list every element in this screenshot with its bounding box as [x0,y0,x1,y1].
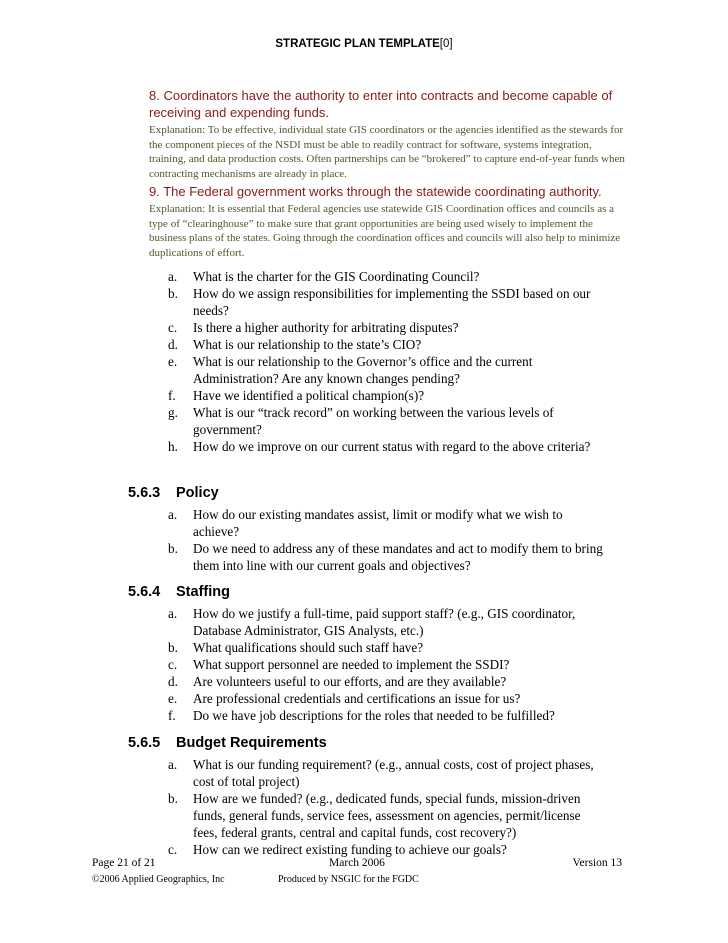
item-letter: f. [168,708,176,723]
list-item [168,756,608,790]
item-letter: e. [168,691,178,706]
item-text: Have we identified a political champion(s)? [193,388,425,403]
list-item [168,353,608,387]
section-title: Policy [176,485,219,501]
list-item [168,404,608,438]
section-title: Staffing [176,584,230,600]
item-text: What is our relationship to the state’s CIO? [193,337,422,352]
item-text: What support personnel are needed to implement the SSDI? [193,657,510,672]
item-letter: g. [168,405,178,420]
page-number: Page 21 of 21 [92,857,156,869]
item-letter: b. [168,541,178,556]
list-item [168,387,608,404]
list-item [168,639,608,656]
section-heading-budget [128,735,327,751]
item-letter: b. [168,286,178,301]
item-letter: a. [168,606,178,621]
item-text: What is our funding requirement? (e.g., annual costs, cost of project phases, cost of total project) [193,757,594,789]
section-heading-staffing [128,584,230,600]
item-letter: d. [168,337,178,352]
coordination-questions [168,268,608,455]
item-letter: a. [168,757,178,772]
policy-questions [168,506,608,574]
item-letter: d. [168,674,178,689]
item-letter: b. [168,791,178,806]
footer-copyright: ©2006 Applied Geographics, Inc [92,874,225,885]
footer-produced: Produced by NSGIC for the FGDC [278,874,419,885]
item-letter: c. [168,657,178,672]
list-item [168,285,608,319]
list-item [168,506,608,540]
list-item [168,673,608,690]
section-title: Budget Requirements [176,735,327,751]
list-item [168,319,608,336]
item-text: Are professional credentials and certifications an issue for us? [193,691,521,706]
list-item [168,540,608,574]
item-text: How can we redirect existing funding to achieve our goals? [193,842,507,857]
list-item [168,438,608,455]
section-number: 5.6.4 [128,584,161,600]
item-text: How do we justify a full-time, paid support staff? (e.g., GIS coordinator, Database Administrator, GIS Analysts, etc.) [193,606,576,638]
item-letter: a. [168,507,178,522]
footer-date: March 2006 [329,857,385,869]
list-item [168,605,608,639]
list-item [168,268,608,285]
criterion-title: 8. Coordinators have the authority to enter into contracts and become capable of receiving and expending funds. [149,88,613,120]
item-text: Do we have job descriptions for the roles that needed to be fulfilled? [193,708,555,723]
item-text: Is there a higher authority for arbitrating disputes? [193,320,459,335]
item-text: How do we assign responsibilities for implementing the SSDI based on our needs? [193,286,591,318]
section-number: 5.6.5 [128,735,161,751]
item-text: Do we need to address any of these mandates and act to modify them to bring them into line with our current goals and objectives? [193,541,603,573]
item-text: Are volunteers useful to our efforts, and are they available? [193,674,507,689]
item-text: How do we improve on our current status with regard to the above criteria? [193,439,591,454]
criterion-8 [149,87,629,181]
list-item [168,790,608,841]
item-text: What is the charter for the GIS Coordinating Council? [193,269,480,284]
list-item [168,690,608,707]
item-letter: b. [168,640,178,655]
item-letter: e. [168,354,178,369]
item-text: What qualifications should such staff have? [193,640,424,655]
item-text: What is our relationship to the Governor’s office and the current Administration? Are any known changes pending? [193,354,533,386]
item-letter: c. [168,320,178,335]
item-letter: h. [168,439,178,454]
item-letter: f. [168,388,176,403]
list-item [168,841,608,858]
item-text: What is our “track record” on working between the various levels of government? [193,405,554,437]
item-letter: c. [168,842,178,857]
list-item [168,707,608,724]
criterion-explanation: Explanation: To be effective, individual state GIS coordinators or the agencies identified as the stewards for the component pieces of the NSDI must be able to readily contract for software, systems integration, training, and data production costs. Often partnerships can be “brokered” to capture end-of-year funds when contracting mechanisms are already in place. [149,124,625,180]
page-header [0,38,728,50]
header-ref: [0] [439,38,453,50]
criterion-9 [149,183,629,260]
item-text: How do our existing mandates assist, limit or modify what we wish to achieve? [193,507,563,539]
item-text: How are we funded? (e.g., dedicated funds, special funds, mission-driven funds, general funds, service fees, assessment on agencies, permit/license fees, federal grants, central and capital funds, cost recovery?) [193,791,581,840]
staffing-questions [168,605,608,724]
footer-version: Version 13 [572,857,622,869]
section-number: 5.6.3 [128,485,161,501]
criterion-explanation: Explanation: It is essential that Federal agencies use statewide GIS Coordination offices and councils as a type of “clearinghouse” to make sure that grant opportunities are being used wisely to implement the business plans of the states. Going through the coordination offices and councils will also help to minimize duplications of effort. [149,203,621,259]
header-title: STRATEGIC PLAN TEMPLATE [275,38,440,50]
budget-questions [168,756,608,858]
criterion-title: 9. The Federal government works through the statewide coordinating authority. [149,184,602,199]
section-heading-policy [128,485,219,501]
list-item [168,656,608,673]
list-item [168,336,608,353]
item-letter: a. [168,269,178,284]
